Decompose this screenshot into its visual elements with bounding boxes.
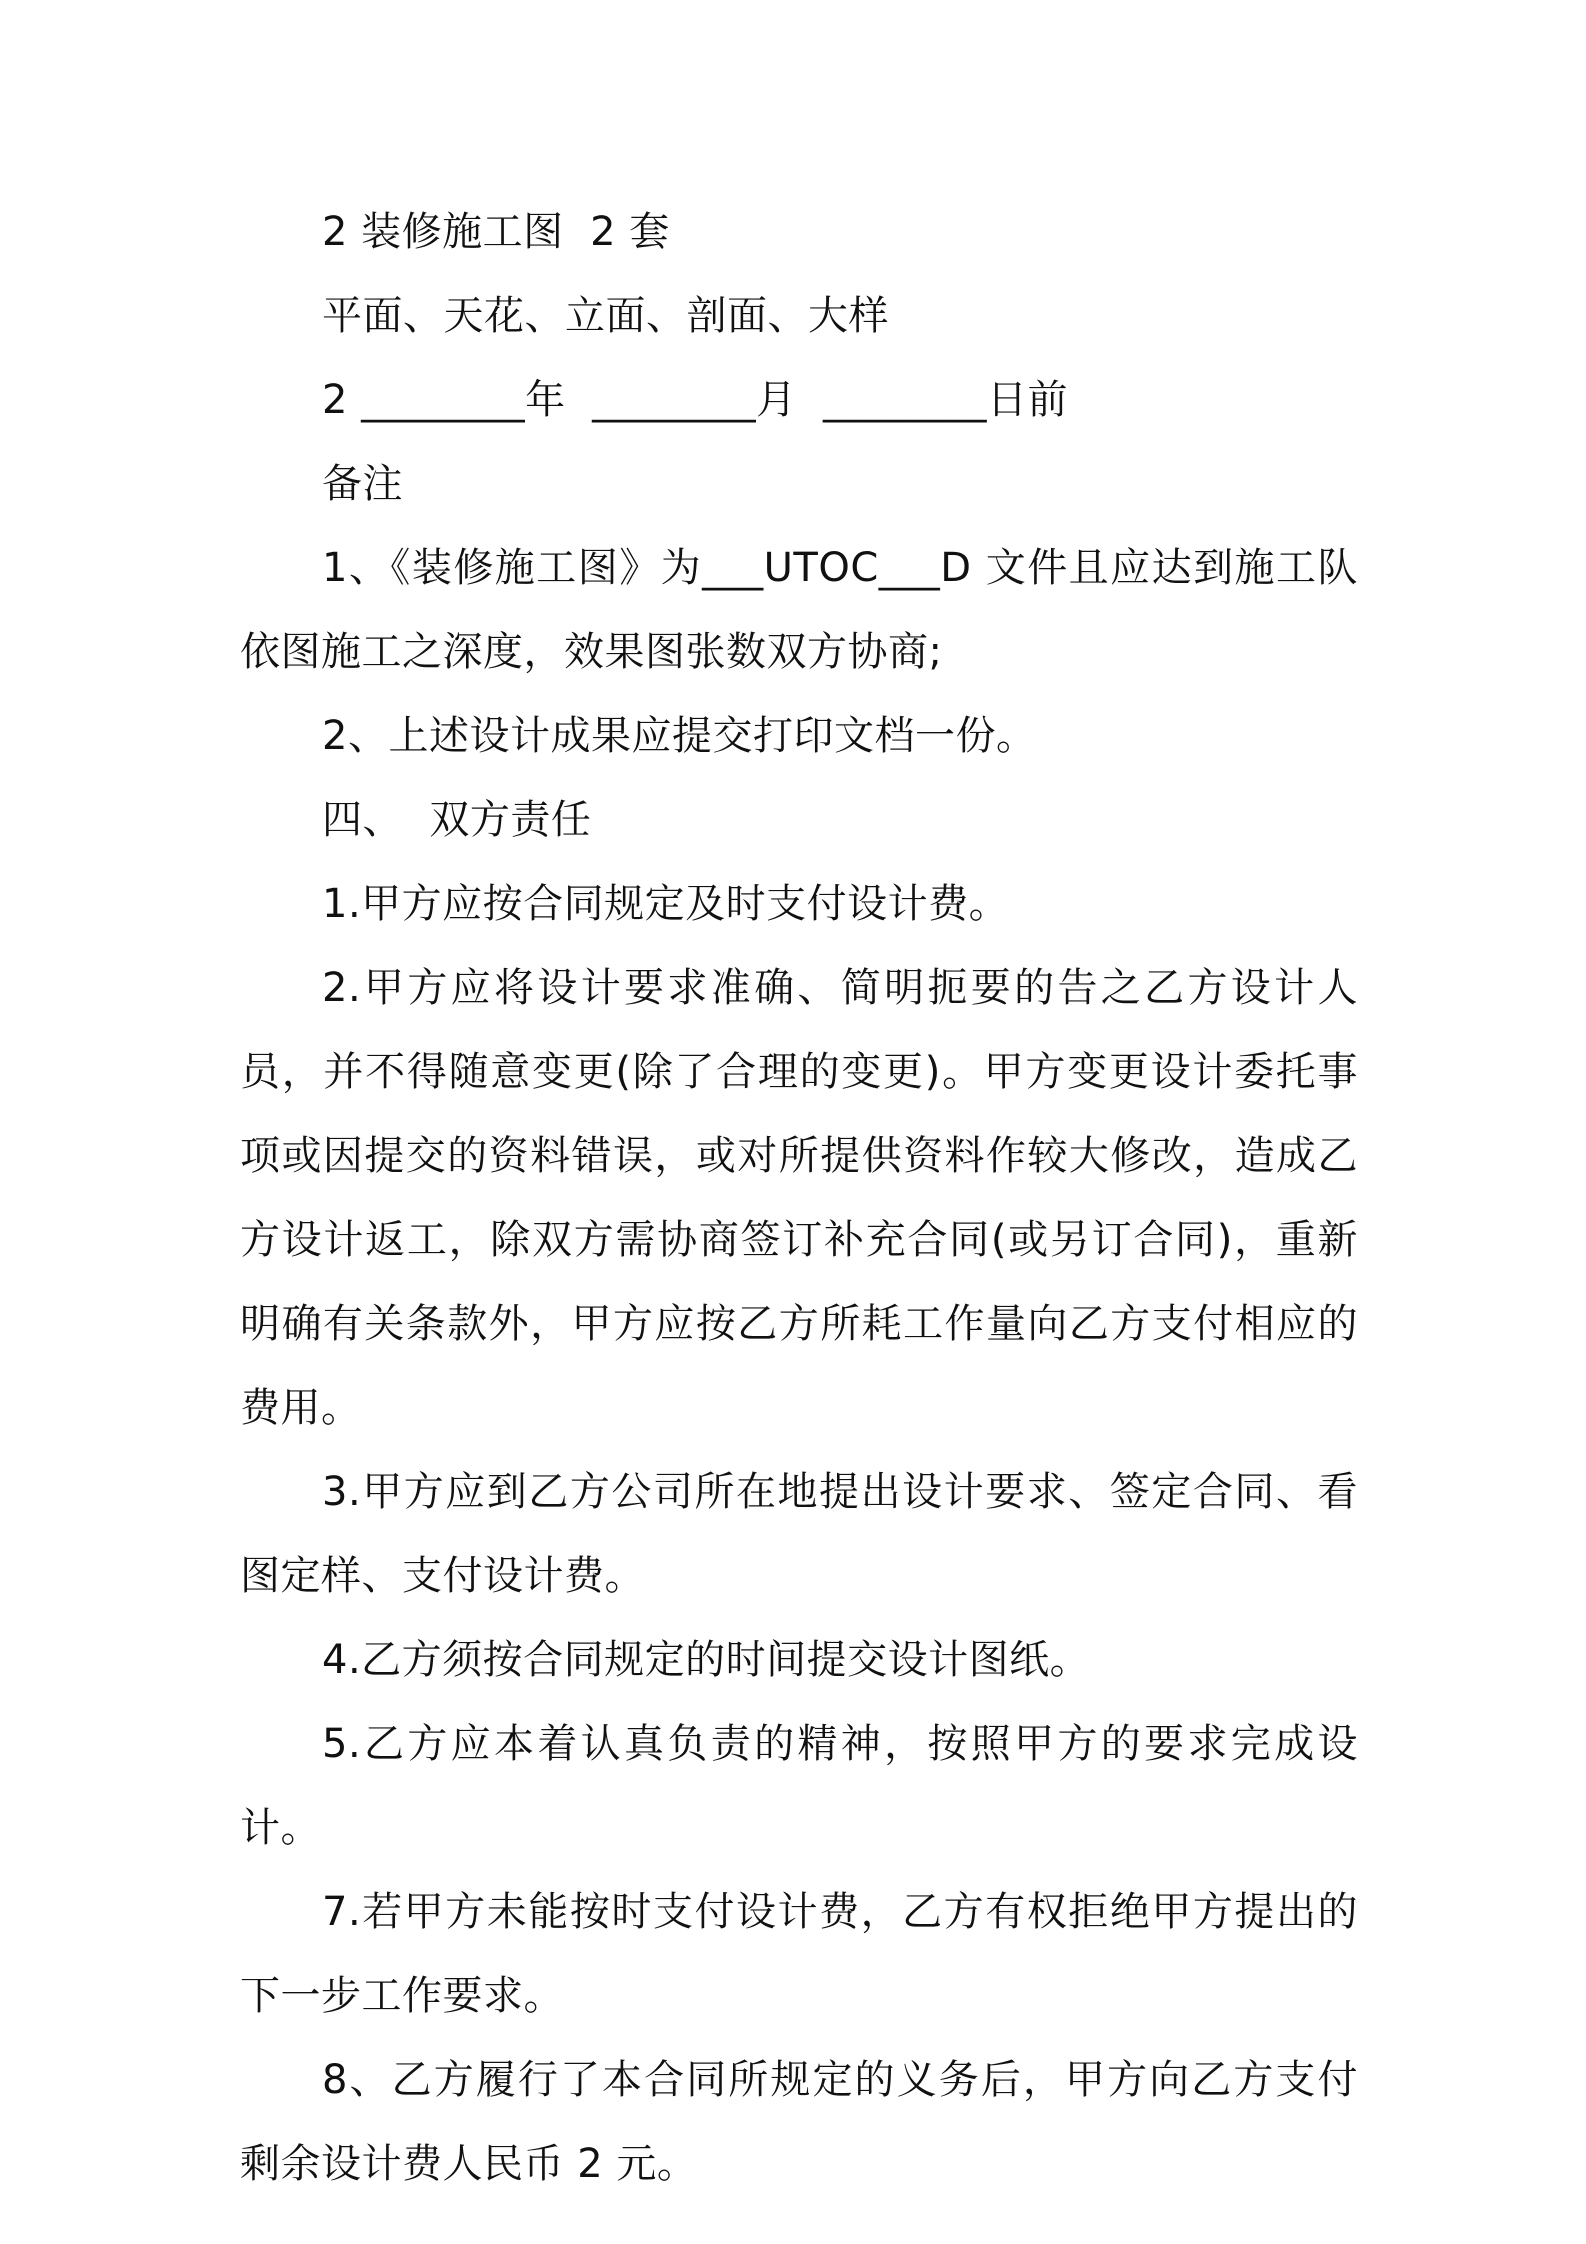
paragraph-drawing-types: 平面、天花、立面、剖面、大样	[322, 293, 889, 339]
paragraph-construction-drawings: 2 装修施工图 2 套	[322, 209, 670, 255]
paragraph-remarks-heading: 备注	[322, 461, 403, 507]
paragraph-remark-2: 2、上述设计成果应提交打印文档一份。	[322, 713, 1037, 759]
section-heading-responsibilities: 四、 双方责任	[322, 797, 592, 843]
paragraph-deadline-date: 2 ________年 ________月 ________日前	[322, 377, 1069, 423]
paragraph-clause-1: 1.甲方应按合同规定及时支付设计费。	[322, 881, 1010, 927]
document-page	[240, 190, 1358, 2206]
paragraph-clause-3: 3.甲方应到乙方公司所在地提出设计要求、签定合同、看图定样、支付设计费。	[240, 1469, 1358, 1599]
paragraph-clause-4: 4.乙方须按合同规定的时间提交设计图纸。	[322, 1637, 1091, 1683]
paragraph-clause-5: 5.乙方应本着认真负责的精神，按照甲方的要求完成设计。	[240, 1721, 1358, 1851]
paragraph-remark-1: 1、《装修施工图》为___UTOC___D 文件且应达到施工队依图施工之深度，效果图张数双方协商;	[240, 545, 1358, 675]
paragraph-clause-2: 2.甲方应将设计要求准确、简明扼要的告之乙方设计人员，并不得随意变更(除了合理的变更)。甲方变更设计委托事项或因提交的资料错误，或对所提供资料作较大修改，造成乙方设计返工，除双方需协商签订补充合同(或另订合同)，重新明确有关条款外，甲方应按乙方所耗工作量向乙方支付相应的费用。	[240, 965, 1358, 1431]
paragraph-clause-7: 7.若甲方未能按时支付设计费，乙方有权拒绝甲方提出的下一步工作要求。	[240, 1889, 1358, 2019]
paragraph-clause-8: 8、乙方履行了本合同所规定的义务后，甲方向乙方支付剩余设计费人民币 2 元。	[240, 2057, 1358, 2187]
